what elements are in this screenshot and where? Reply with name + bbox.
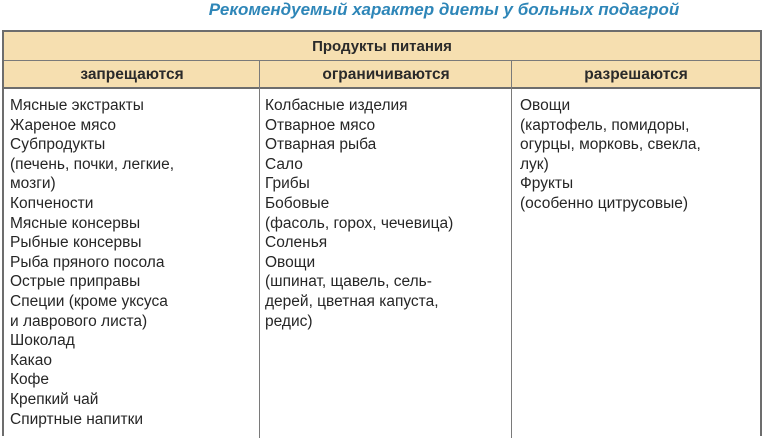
food-list-item: Колбасные изделия xyxy=(265,97,408,114)
diet-table xyxy=(2,30,762,436)
column-header-limited: ограничиваются xyxy=(322,66,450,83)
food-list-item: Фрукты xyxy=(520,175,574,193)
food-list-item: мозги) xyxy=(10,175,56,193)
food-list-item: (фасоль, горох, чечевица) xyxy=(265,214,454,232)
food-list-item: Овощи xyxy=(520,97,571,114)
food-list-item: лук) xyxy=(520,155,549,173)
food-list-item: дерей, цветная капуста, xyxy=(265,292,439,310)
food-list-item: Бобовые xyxy=(265,194,330,212)
food-list-item: Субпродукты xyxy=(10,136,106,154)
allowed-foods-list xyxy=(520,96,701,214)
food-list-item: Рыбные консервы xyxy=(10,234,142,252)
food-list-item: Копчености xyxy=(10,194,94,212)
food-list-item: Острые приправы xyxy=(10,273,141,291)
food-list-item: Какао xyxy=(10,351,53,369)
food-list-item: и лаврового листа) xyxy=(10,312,148,330)
food-list-item: Сало xyxy=(265,155,303,173)
food-list-item: (картофель, помидоры, xyxy=(520,116,690,134)
food-list-item: Жареное мясо xyxy=(10,116,117,134)
forbidden-foods-list xyxy=(10,96,174,429)
column-headers-row xyxy=(4,61,760,89)
food-list-item: Спиртные напитки xyxy=(10,410,144,428)
food-list-item: Мясные консервы xyxy=(10,214,141,232)
food-list-item: Овощи xyxy=(265,253,316,271)
food-list-item: огурцы, морковь, свекла, xyxy=(520,136,701,154)
food-list-item: Крепкий чай xyxy=(10,390,99,408)
food-list-item: Грибы xyxy=(265,175,310,193)
group-header: Продукты питания xyxy=(4,32,760,61)
page-title: Рекомендуемый характер диеты у больных подагрой xyxy=(208,0,680,19)
column-divider xyxy=(259,61,260,438)
food-list-item: Отварное мясо xyxy=(265,116,376,134)
food-list-item: Рыба пряного посола xyxy=(10,253,165,271)
limited-foods-list xyxy=(265,96,453,331)
food-list-item: Соленья xyxy=(265,234,328,252)
column-header-allowed: разрешаются xyxy=(584,66,688,83)
food-list-item: редис) xyxy=(265,312,313,330)
food-list-item: (печень, почки, легкие, xyxy=(10,155,175,173)
food-list-item: Отварная рыба xyxy=(265,136,377,154)
food-list-item: Специи (кроме уксуса xyxy=(10,292,168,310)
food-list-item: Шоколад xyxy=(10,332,75,350)
food-list-item: Мясные экстракты xyxy=(10,97,144,114)
column-header-forbidden: запрещаются xyxy=(80,66,184,83)
food-list-item: (шпинат, щавель, сель- xyxy=(265,273,432,291)
food-list-item: (особенно цитрусовые) xyxy=(520,194,689,212)
column-divider xyxy=(511,61,512,438)
food-list-item: Кофе xyxy=(10,371,50,389)
